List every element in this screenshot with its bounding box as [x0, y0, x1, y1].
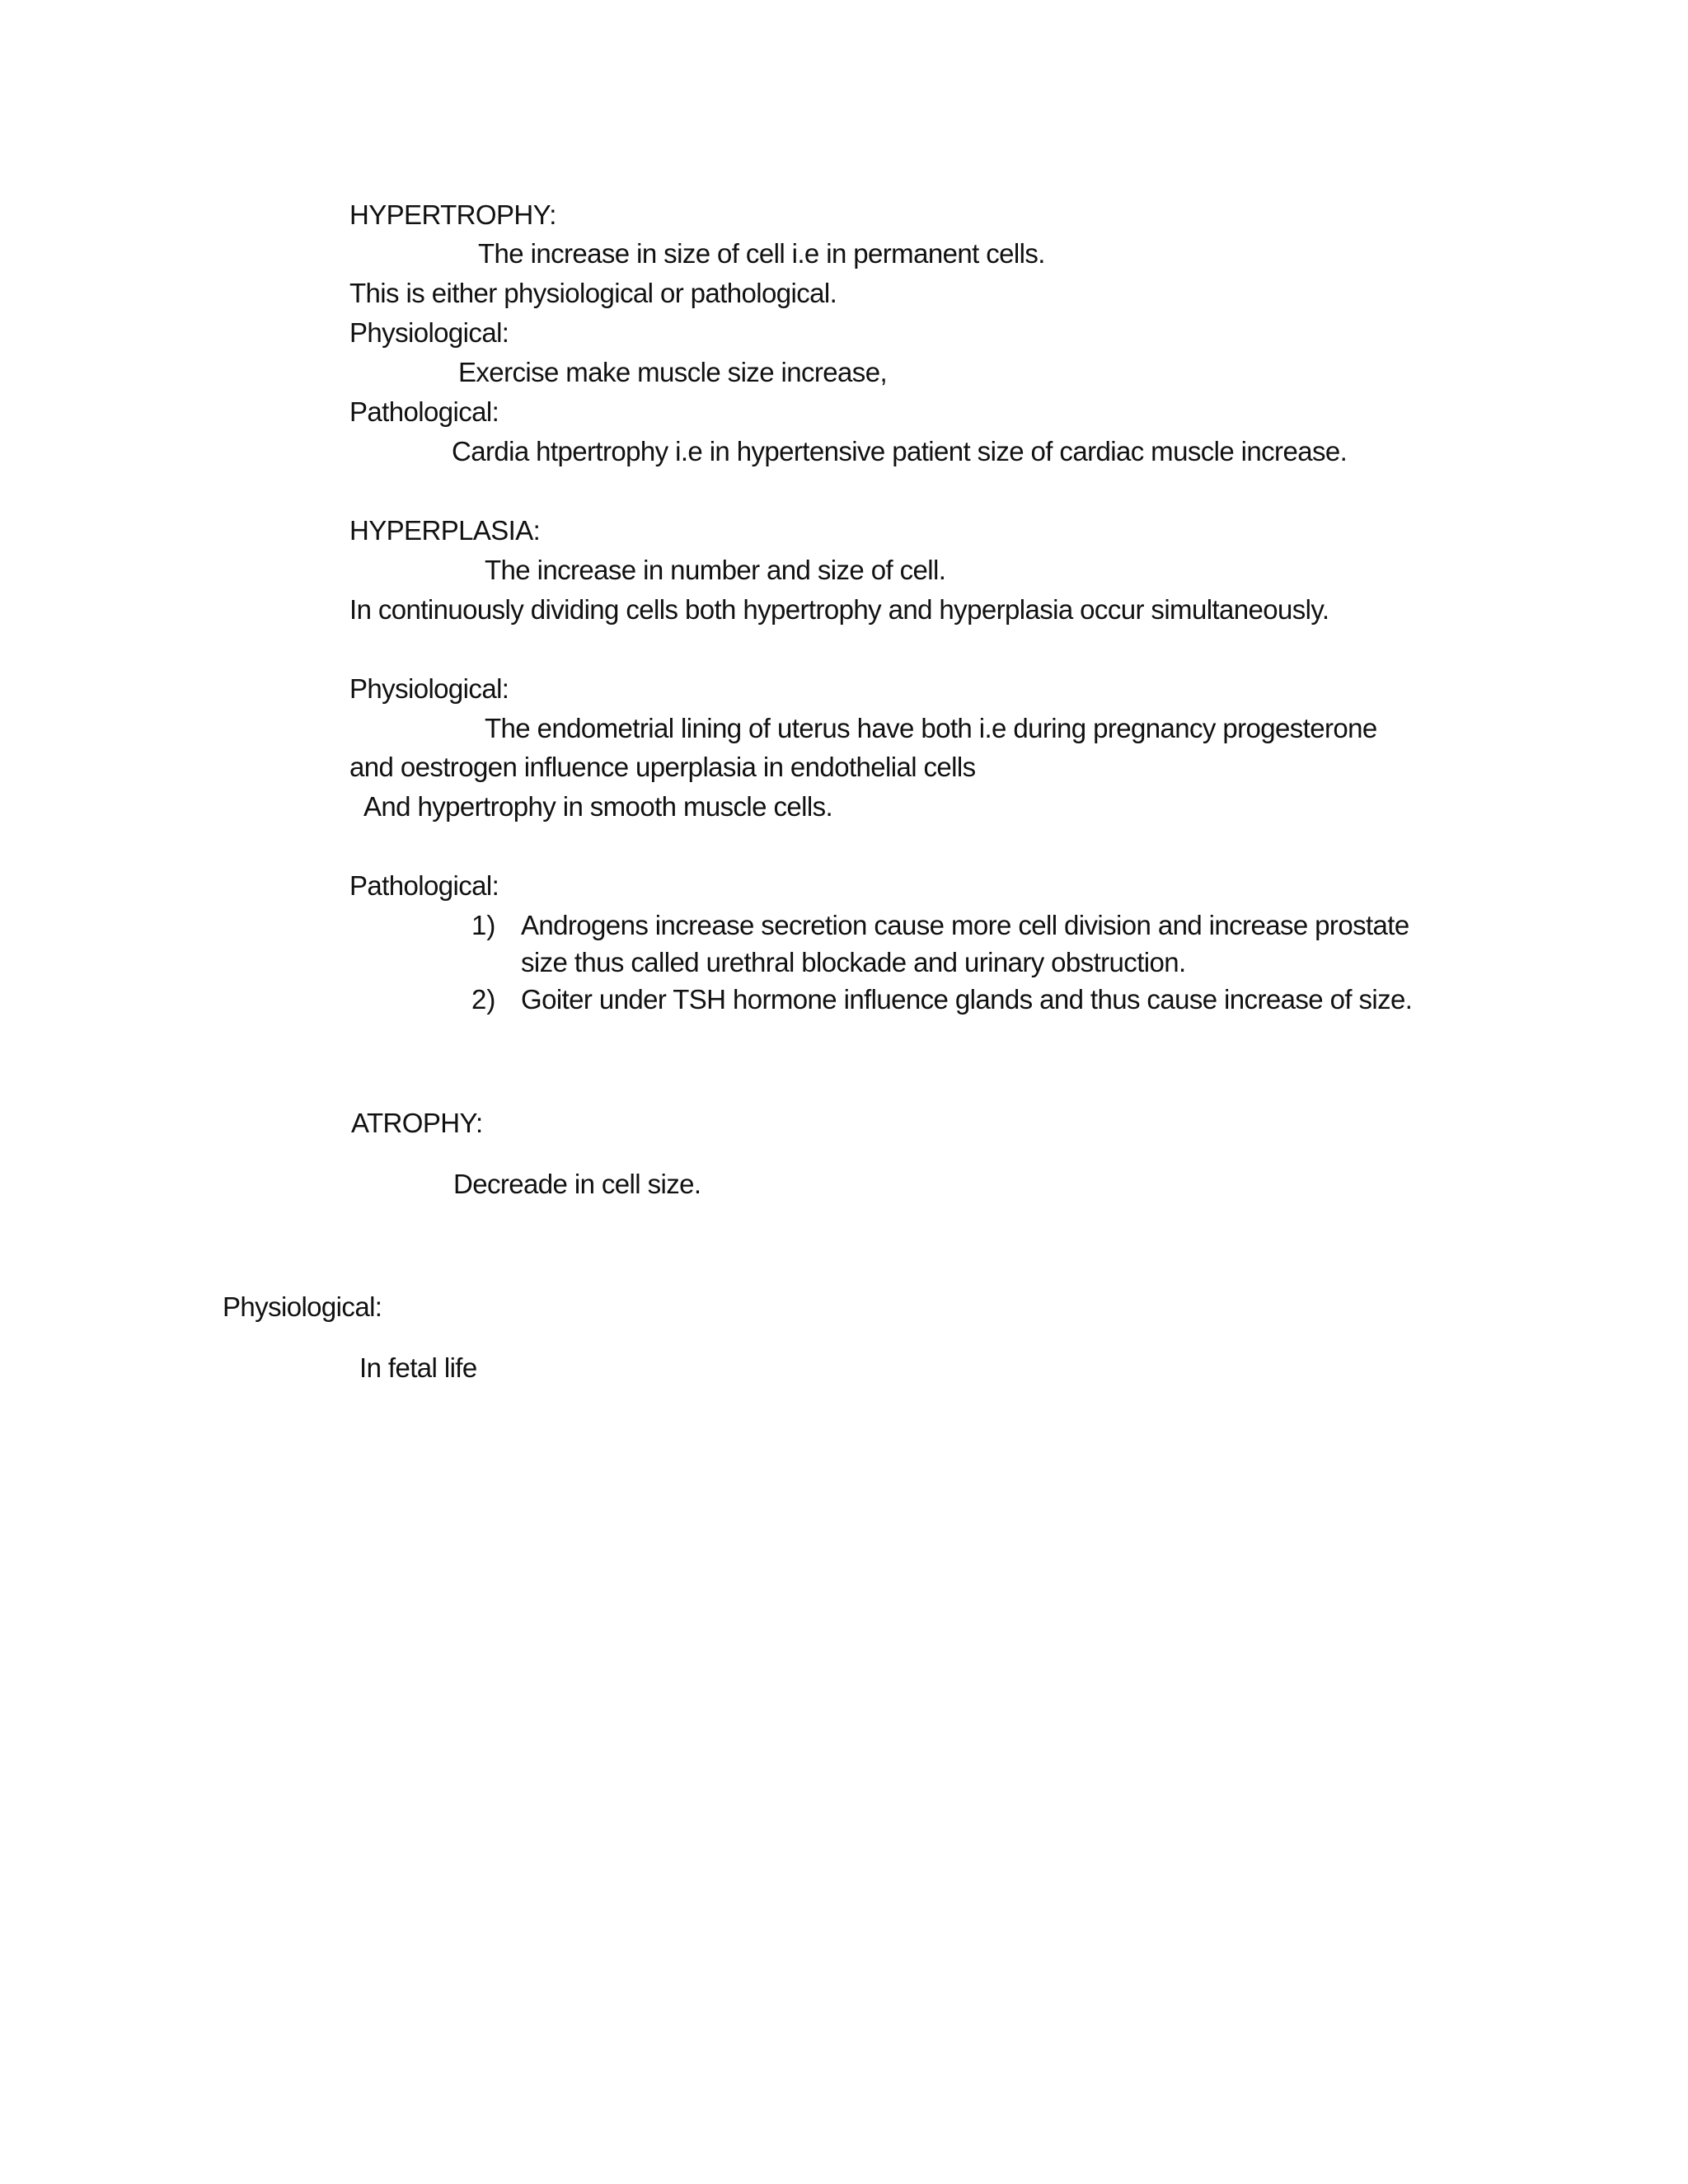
- list-item-text: Goiter under TSH hormone influence glands and thus cause increase of size.: [521, 984, 1413, 1015]
- hypertrophy-physiological-text: Exercise make muscle size increase,: [458, 357, 888, 387]
- atrophy-heading: ATROPHY:: [351, 1108, 483, 1138]
- atrophy-definition: Decreade in cell size.: [453, 1169, 701, 1199]
- hyperplasia-pathological-label: Pathological:: [349, 870, 499, 901]
- hyperplasia-definition: The increase in number and size of cell.: [485, 555, 946, 585]
- hypertrophy-pathological-text: Cardia htpertrophy i.e in hypertensive patient size of cardiac muscle increase.: [452, 436, 1348, 466]
- hypertrophy-definition: The increase in size of cell i.e in permanent cells.: [478, 238, 1045, 269]
- hyperplasia-physiological-line: The endometrial lining of uterus have both i.e during pregnancy progesterone: [485, 713, 1377, 743]
- hypertrophy-types-intro: This is either physiological or pathological.: [349, 278, 837, 308]
- hyperplasia-note: In continuously dividing cells both hypertrophy and hyperplasia occur simultaneously.: [349, 594, 1329, 625]
- hyperplasia-physiological-line: and oestrogen influence uperplasia in endothelial cells: [349, 752, 976, 782]
- list-item-number: 1): [471, 910, 496, 940]
- list-item-text: size thus called urethral blockade and urinary obstruction.: [521, 947, 1186, 977]
- list-item-number: 2): [471, 984, 496, 1015]
- atrophy-physiological-label: Physiological:: [223, 1291, 382, 1322]
- atrophy-physiological-text: In fetal life: [359, 1352, 477, 1383]
- list-item-text: Androgens increase secretion cause more cell division and increase prostate: [521, 910, 1409, 940]
- hypertrophy-heading: HYPERTROPHY:: [349, 199, 556, 230]
- hyperplasia-heading: HYPERPLASIA:: [349, 515, 541, 546]
- hyperplasia-physiological-label: Physiological:: [349, 673, 509, 704]
- hyperplasia-physiological-line: And hypertrophy in smooth muscle cells.: [363, 791, 833, 822]
- hypertrophy-pathological-label: Pathological:: [349, 396, 499, 427]
- hypertrophy-physiological-label: Physiological:: [349, 317, 509, 348]
